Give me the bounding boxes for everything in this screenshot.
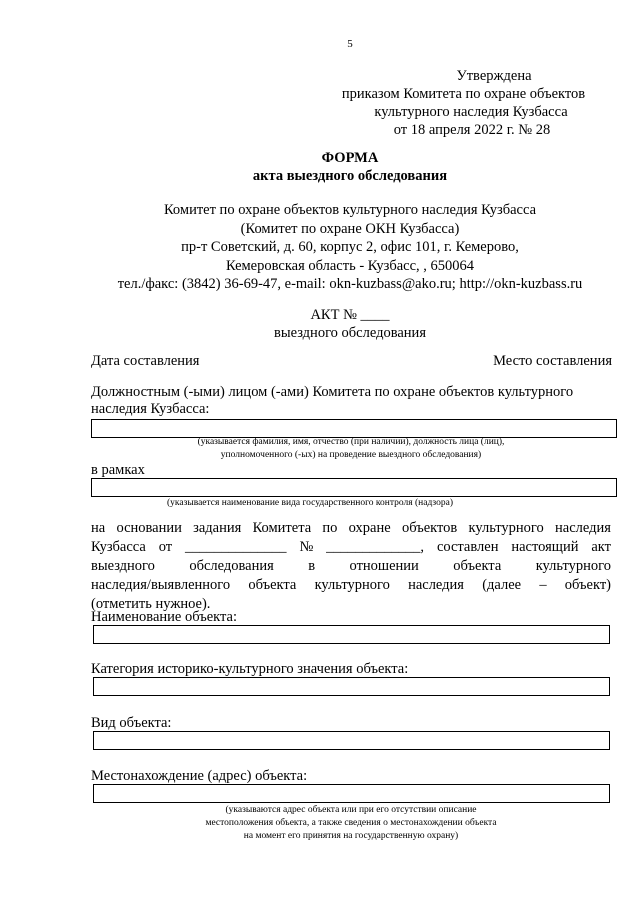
basis-line [91,519,611,538]
word: наследия [555,520,611,536]
framework-hint: (указывается наименование вида государственного контроля (надзора) [166,498,454,508]
word: отношении [349,558,419,574]
category-input[interactable] [93,677,610,696]
type-label: Вид объекта: [91,715,172,731]
word: от [158,539,173,555]
word: охране [348,520,391,536]
officials-hint-line1: (указывается фамилия, имя, отчество (при наличии), должность лица (лиц), [197,437,505,447]
word: (далее [482,577,522,593]
page-number: 5 [347,38,353,50]
organization-header [60,201,640,294]
act-heading [160,306,540,342]
word: наследия/выявленного [91,577,231,593]
approval-line: Утверждена [456,68,532,84]
object-name-input[interactable] [93,625,610,644]
form-title-line2: акта выездного обследования [252,168,448,184]
category-label: Категория историко-культурного значения объекта: [91,661,409,677]
approval-line: приказом Комитета по охране объектов [341,86,586,102]
word: выездного [91,558,155,574]
number-blank[interactable]: _____________, [326,539,425,555]
location-hint-line3: на момент его принятия на государственную охрану) [243,831,459,841]
location-label: Местонахождение (адрес) объекта: [91,768,308,784]
approval-line: от 18 апреля 2022 г. № 28 [393,122,551,138]
word: наследия [408,577,464,593]
word: культурного [468,520,544,536]
form-title [0,149,640,185]
basis-line [91,557,611,576]
word: объект) [564,577,611,593]
word: по [322,520,338,536]
date-label: Дата составления [91,353,200,369]
organization-name: Комитет по охране объектов культурного наследия Кузбасса [163,202,537,218]
word: культурного [535,558,611,574]
location-hint-line2: местоположения объекта, а также сведения о местонахождении объекта [205,818,497,828]
word: объектов [401,520,458,536]
framework-input[interactable] [91,478,617,497]
word: в [308,558,316,574]
word: настоящий [511,539,579,555]
basis-line [91,576,611,595]
act-number: АКТ № ____ [310,307,390,323]
approval-line: культурного наследия Кузбасса [374,104,568,120]
location-input[interactable] [93,784,610,803]
word: Кузбасса [91,539,146,555]
object-name-label: Наименование объекта: [91,609,237,625]
organization-address-line1: пр-т Советский, д. 60, корпус 2, офис 101, г. Кемерово, [181,239,519,255]
organization-contacts: тел./факс: (3842) 36-69-47, e-mail: okn-kuzbass@ako.ru; http://okn-kuzbass.ru [117,276,583,292]
basis-line-last: (отметить нужное). [91,596,211,612]
word: культурного [314,577,390,593]
date-blank[interactable]: ______________ [185,539,287,555]
framework-label: в рамках [91,462,145,478]
basis-line [91,538,611,557]
word: обследования [189,558,274,574]
organization-address-line2: Кемеровская область - Кузбасс, , 650064 [225,257,475,274]
word: № [299,539,314,555]
officials-hint-line2: уполномоченного (-ых) на проведение выездного обследования) [220,450,482,460]
approval-block [330,67,610,139]
place-label: Место составления [493,353,612,369]
word: Комитета [252,520,312,536]
word: основании [116,520,182,536]
word: составлен [436,539,499,555]
word: – [539,577,547,593]
word: объекта [248,577,297,593]
basis-paragraph [91,519,611,614]
word: задания [193,520,242,536]
act-subtitle: выездного обследования [274,325,426,341]
word: акт [591,539,611,555]
type-input[interactable] [93,731,610,750]
officials-label-line2: наследия Кузбасса: [91,401,210,417]
form-title-line1: ФОРМА [321,150,379,166]
word: на [91,520,106,536]
word: объекта [453,558,502,574]
location-hint-line1: (указываются адрес объекта или при его отсутствии описание [225,805,477,815]
organization-short-name: (Комитет по охране ОКН Кузбасса) [240,220,460,237]
officials-label-line1: Должностным (-ыми) лицом (-ами) Комитета по охране объектов культурного [91,384,574,400]
